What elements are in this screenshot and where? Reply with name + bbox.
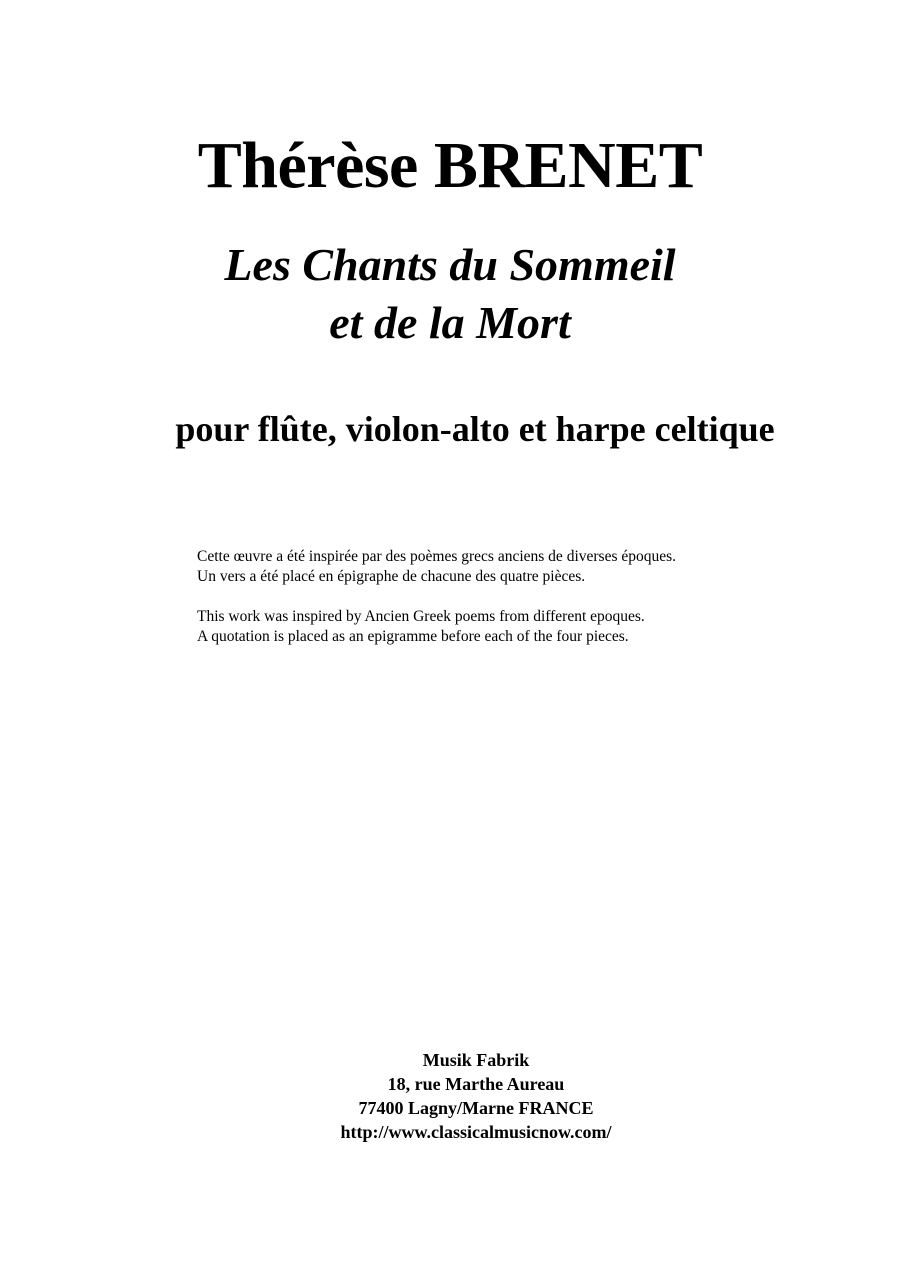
composer-name: Thérèse BRENET [197,129,703,202]
program-note-french [197,547,817,587]
publisher-name: Musik Fabrik [422,1050,530,1070]
program-notes [197,547,817,647]
publisher-address [0,1048,900,1144]
work-title [0,236,900,352]
program-note-line: This work was inspired by Ancien Greek poems from different epoques. [197,608,645,625]
program-note-english [197,607,817,647]
publisher-street: 18, rue Marthe Aureau [387,1074,565,1094]
program-note-line: Un vers a été placé en épigraphe de chacune des quatre pièces. [197,568,586,585]
work-title-line-1: Les Chants du Sommeil [224,239,676,290]
publisher-city: 77400 Lagny/Marne FRANCE [358,1098,594,1118]
publisher-url: http://www.classicalmusicnow.com/ [340,1122,612,1142]
instrumentation: pour flûte, violon-alto et harpe celtique [175,409,775,449]
program-note-line: Cette œuvre a été inspirée par des poèmes grecs anciens de diverses époques. [197,548,677,565]
work-title-line-2: et de la Mort [329,297,571,348]
program-note-line: A quotation is placed as an epigramme before each of the four pieces. [197,628,629,645]
